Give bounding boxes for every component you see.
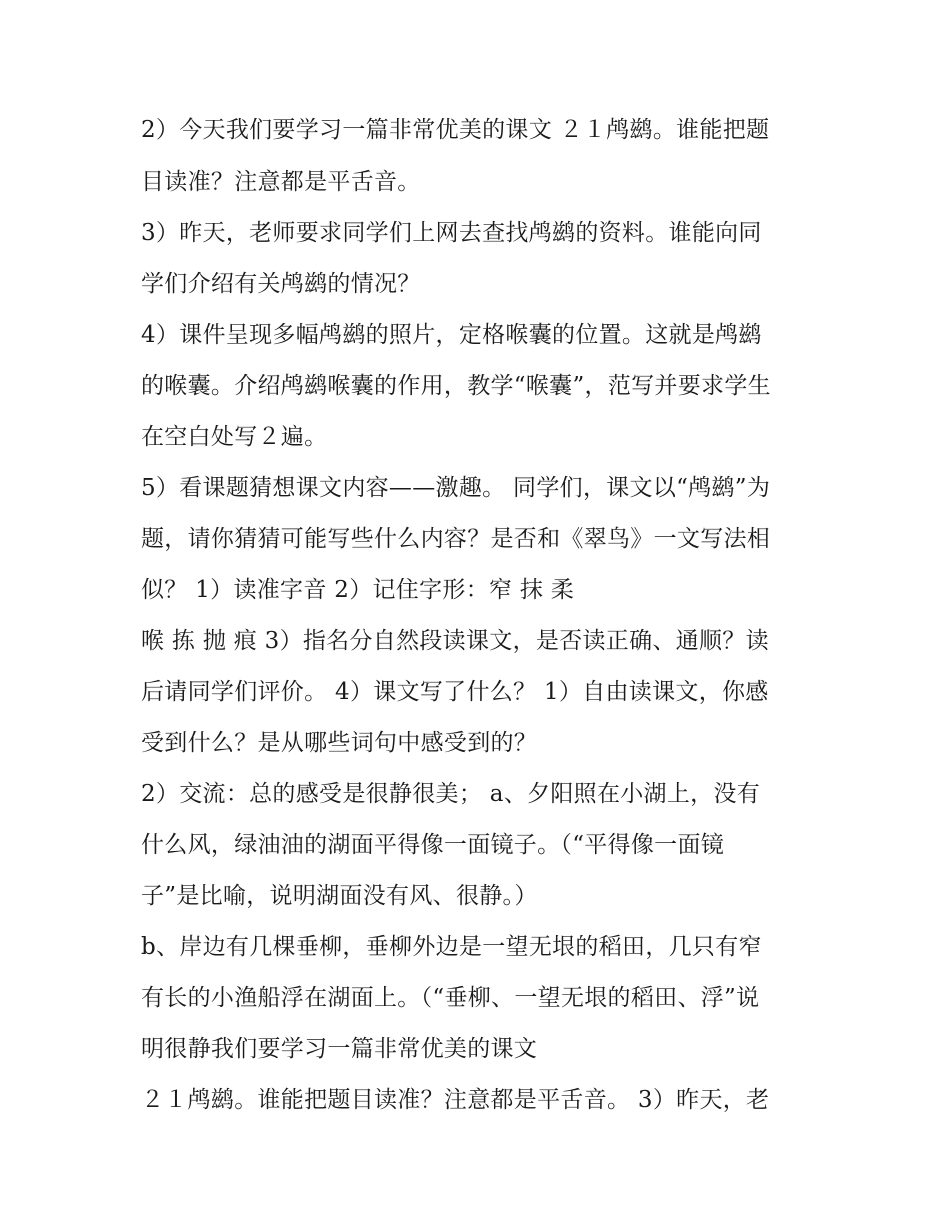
text-line: ２１鸬鹚。谁能把题目读准？注意都是平舌音。 3）昨天，老 — [141, 1087, 770, 1113]
text-line: 2）今天我们要学习一篇非常优美的课文 ２１鸬鹚。谁能把题 — [141, 117, 770, 143]
text-line: 目读准？注意都是平舌音。 — [141, 169, 421, 195]
text-line: 4）课件呈现多幅鸬鹚的照片，定格喉囊的位置。这就是鸬鹚 — [141, 322, 762, 348]
text-line: 似？ 1）读准字音 2）记住字形：窄 抹 柔 — [141, 577, 575, 603]
text-line: 题，请你猜猜可能写些什么内容？是否和《翠鸟》一文写法相 — [141, 526, 771, 552]
text-line: 5）看课题猜想课文内容——激趣。 同学们，课文以“鸬鹚”为 — [141, 475, 771, 501]
text-line: 在空白处写２遍。 — [141, 424, 328, 450]
text-line: 明很静我们要学习一篇非常优美的课文 — [141, 1036, 538, 1062]
text-line: 受到什么？是从哪些词句中感受到的？ — [141, 730, 538, 756]
text-line: 3）昨天，老师要求同学们上网去查找鸬鹚的资料。谁能向同 — [141, 220, 762, 246]
text-line: 后请同学们评价。 4）课文写了什么？ 1）自由读课文，你感 — [141, 679, 769, 705]
text-line: 有长的小渔船浮在湖面上。（“垂柳、一望无垠的稻田、浮”说 — [141, 985, 760, 1011]
text-line: 2）交流：总的感受是很静很美； a、夕阳照在小湖上，没有 — [141, 781, 761, 807]
text-line: 子”是比喻，说明湖面没有风、很静。） — [141, 883, 538, 909]
text-line: b、岸边有几棵垂柳，垂柳外边是一望无垠的稻田，几只有窄 — [141, 934, 762, 960]
text-line: 什么风，绿油油的湖面平得像一面镜子。（“平得像一面镜 — [141, 832, 725, 858]
text-line: 的喉囊。介绍鸬鹚喉囊的作用，教学“喉囊”，范写并要求学生 — [141, 373, 771, 399]
text-line: 学们介绍有关鸬鹚的情况？ — [141, 271, 421, 297]
text-line: 喉 拣 抛 痕 3）指名分自然段读课文，是否读正确、通顺？读 — [141, 628, 769, 654]
